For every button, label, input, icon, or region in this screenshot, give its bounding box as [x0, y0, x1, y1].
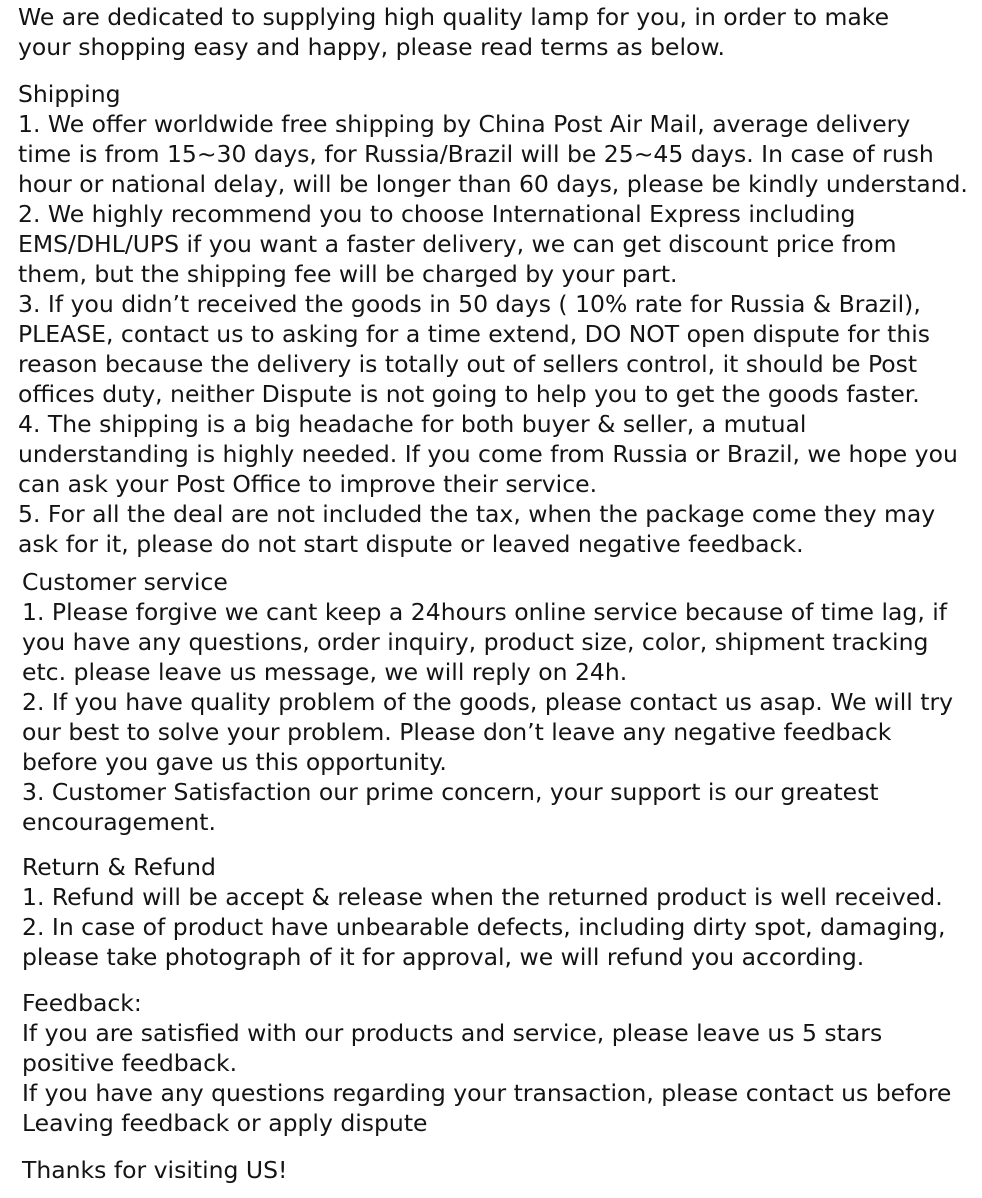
shipping-heading: Shipping	[18, 80, 121, 108]
shipping-item: 1. We offer worldwide free shipping by China Post Air Mail, average delivery time is from 15~30 days, for Russia/Brazil will be 25~45 days. In case of rush hour or national delay, will be longer than 60 days, please be kindly understand.	[18, 110, 968, 198]
customer-service-item: 1. Please forgive we cant keep a 24hours online service because of time lag, if you have any questions, order inquiry, product size, color, shipment tracking etc. please leave us message, we will reply on 24h.	[22, 598, 948, 686]
feedback-heading: Feedback:	[22, 989, 142, 1017]
shipping-item: 2. We highly recommend you to choose International Express including EMS/DHL/UPS if you want a faster delivery, we can get discount price from them, but the shipping fee will be charged by your part.	[18, 200, 897, 288]
feedback-item: If you are satisfied with our products and service, please leave us 5 stars positive feedback.	[22, 1019, 883, 1077]
customer-service-heading: Customer service	[22, 568, 228, 596]
feedback-section	[22, 988, 952, 1138]
shipping-item: 4. The shipping is a big headache for both buyer & seller, a mutual understanding is highly needed. If you come from Russia or Brazil, we hope you can ask your Post Office to improve their service.	[18, 410, 958, 498]
return-refund-heading: Return & Refund	[22, 853, 216, 881]
return-refund-item: 1. Refund will be accept & release when the returned product is well received.	[22, 883, 943, 911]
return-refund-item: 2. In case of product have unbearable defects, including dirty spot, damaging, please take photograph of it for approval, we will refund you according.	[22, 913, 946, 971]
customer-service-item: 3. Customer Satisfaction our prime concern, your support is our greatest encouragement.	[22, 778, 879, 836]
closing-text: Thanks for visiting US!	[22, 1156, 288, 1184]
return-refund-section	[22, 852, 972, 972]
feedback-item: If you have any questions regarding your transaction, please contact us before Leaving feedback or apply dispute	[22, 1079, 952, 1137]
customer-service-section	[22, 567, 967, 837]
shipping-section	[18, 79, 968, 559]
intro-text: We are dedicated to supplying high quality lamp for you, in order to make your shopping easy and happy, please read terms as below.	[18, 3, 890, 61]
shipping-item: 3. If you didn’t received the goods in 50 days ( 10% rate for Russia & Brazil), PLEASE, contact us to asking for a time extend, DO NOT open dispute for this reason because the delivery is totally out of sellers control, it should be Post offices duty, neither Dispute is not going to help you to get the goods faster.	[18, 290, 931, 408]
customer-service-item: 2. If you have quality problem of the goods, please contact us asap. We will try our best to solve your problem. Please don’t leave any negative feedback before you gave us this opportunity.	[22, 688, 954, 776]
closing-section	[22, 1155, 952, 1185]
shipping-item: 5. For all the deal are not included the tax, when the package come they may ask for it, please do not start dispute or leaved negative feedback.	[18, 500, 936, 558]
intro-section	[18, 2, 948, 62]
